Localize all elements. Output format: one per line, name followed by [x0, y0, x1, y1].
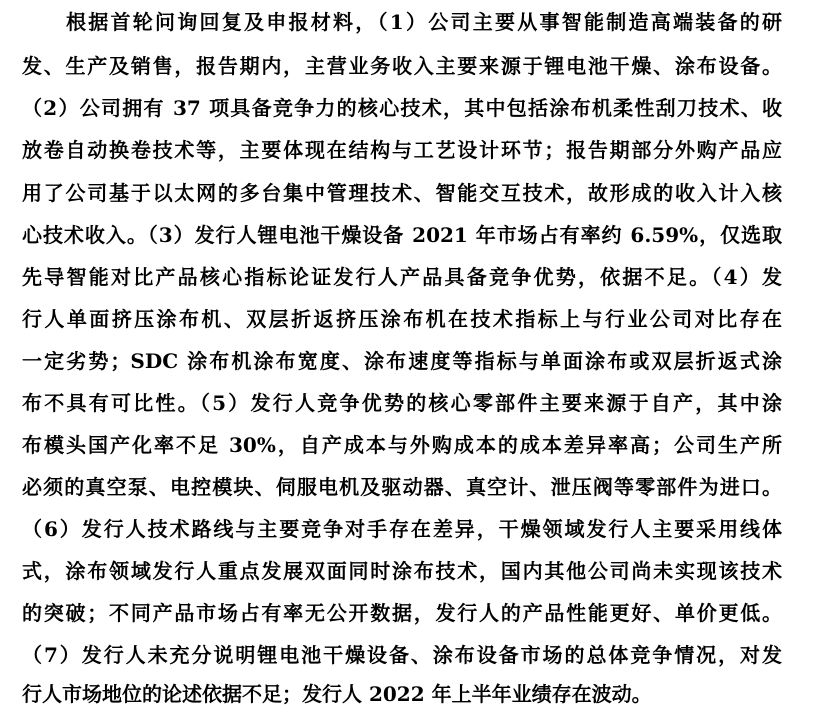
text-line-14: 式，涂布领域发行人重点发展双面同时涂布技术，国内其他公司尚未实现该技术: [22, 559, 782, 583]
text-line-2: 发、生产及销售，报告期内，主营业务收入主要来源于锂电池干燥、涂布设备。: [22, 54, 782, 78]
text-line-6: 心技术收入。（3）发行人锂电池干燥设备 2021 年市场占有率约 6.59%，仅选取: [22, 223, 782, 247]
text-line-7: 先导智能对比产品核心指标论证发行人产品具备竞争优势，依据不足。（4）发: [22, 265, 782, 289]
text-line-5: 用了公司基于以太网的多台集中管理技术、智能交互技术，故形成的收入计入核: [22, 181, 782, 205]
text-line-11: 布模头国产化率不足 30%，自产成本与外购成本的成本差异率高；公司生产所: [22, 433, 782, 457]
text-line-15: 的突破；不同产品市场占有率无公开数据，发行人的产品性能更好、单价更低。: [22, 601, 782, 625]
text-line-9: 一定劣势；SDC 涂布机涂布宽度、涂布速度等指标与单面涂布或双层折返式涂: [22, 349, 782, 373]
text-line-4: 放卷自动换卷技术等，主要体现在结构与工艺设计环节；报告期部分外购产品应: [22, 138, 782, 162]
text-line-3: （2）公司拥有 37 项具备竞争力的核心技术，其中包括涂布机柔性刮刀技术、收: [22, 96, 782, 120]
text-line-17: 行人市场地位的论述依据不足；发行人 2022 年上半年业绩存在波动。: [22, 682, 652, 706]
text-line-8: 行人单面挤压涂布机、双层折返挤压涂布机在技术指标上与行业公司对比存在: [22, 307, 782, 331]
text-line-13: （6）发行人技术路线与主要竞争对手存在差异，干燥领域发行人主要采用线体: [22, 517, 782, 541]
text-line-10: 布不具有可比性。（5）发行人竞争优势的核心零部件主要来源于自产，其中涂: [22, 391, 782, 415]
text-line-1: 根据首轮问询回复及申报材料，（1）公司主要从事智能制造高端装备的研: [66, 10, 782, 34]
text-line-12: 必须的真空泵、电控模块、伺服电机及驱动器、真空计、泄压阀等零部件为进口。: [22, 475, 782, 499]
text-line-16: （7）发行人未充分说明锂电池干燥设备、涂布设备市场的总体竞争情况，对发: [22, 643, 782, 667]
